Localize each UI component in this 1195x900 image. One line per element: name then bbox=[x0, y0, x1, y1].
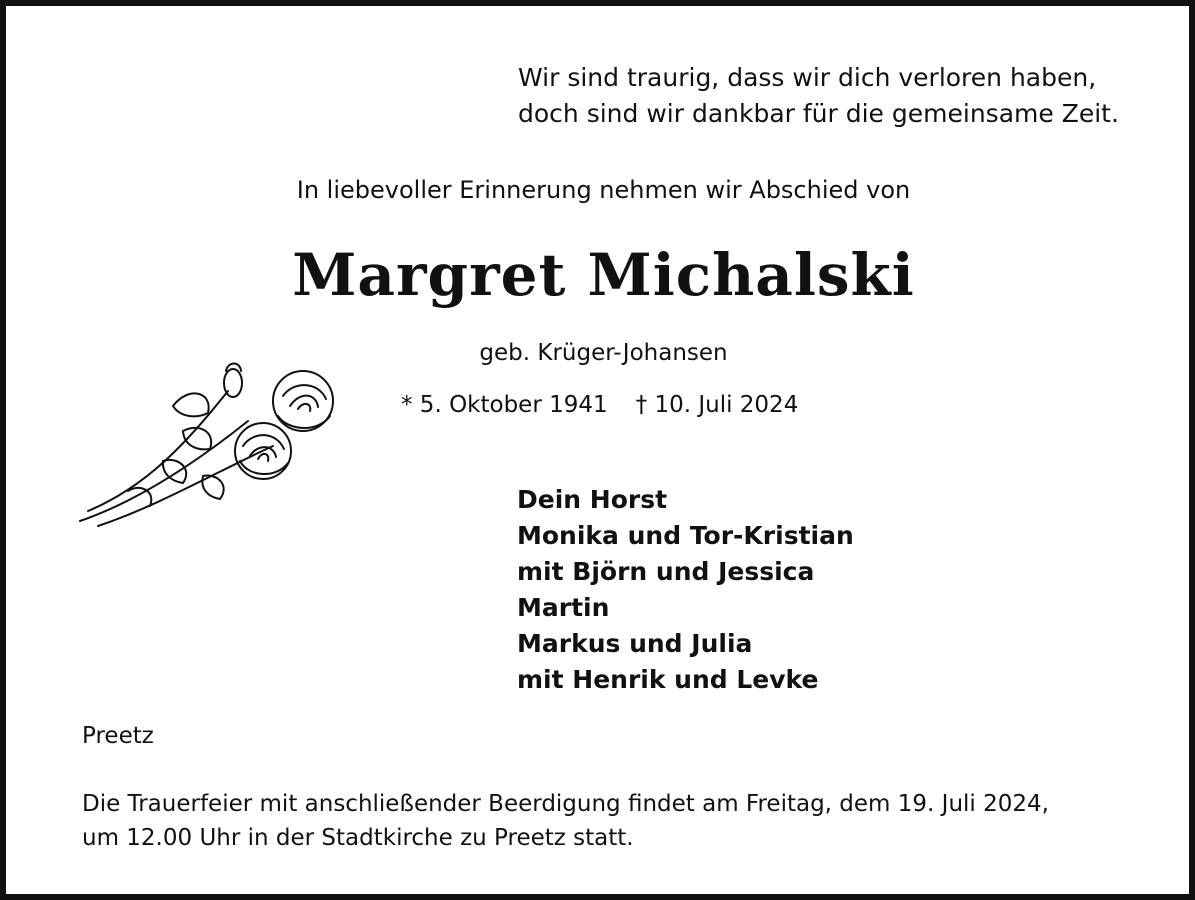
mourner-line: Dein Horst bbox=[517, 485, 668, 514]
deceased-name: Margret Michalski bbox=[292, 241, 915, 309]
mourner-line: Martin bbox=[517, 593, 610, 622]
roses-illustration bbox=[78, 361, 343, 531]
quote-line-2: doch sind wir dankbar für die gemeinsame Zeit. bbox=[518, 99, 1119, 128]
quote-line-1: Wir sind traurig, dass wir dich verloren haben, bbox=[518, 63, 1097, 92]
funeral-notice bbox=[82, 787, 1142, 855]
mourner-line: Monika und Tor-Kristian bbox=[517, 521, 854, 550]
funeral-line-1: Die Trauerfeier mit anschließender Beerdigung findet am Freitag, dem 19. Juli 2024, bbox=[82, 791, 1049, 817]
birth-name: geb. Krüger-Johansen bbox=[479, 340, 728, 366]
life-dates bbox=[401, 392, 798, 418]
mourner-line: mit Björn und Jessica bbox=[517, 557, 815, 586]
mourner-line: Markus und Julia bbox=[517, 629, 753, 658]
death-date: † 10. Juli 2024 bbox=[635, 392, 799, 418]
birth-date: * 5. Oktober 1941 bbox=[401, 392, 608, 418]
mourner-line: mit Henrik und Levke bbox=[517, 665, 819, 694]
place: Preetz bbox=[82, 723, 154, 749]
intro-text: In liebevoller Erinnerung nehmen wir Abschied von bbox=[296, 176, 911, 204]
mourners-list bbox=[517, 482, 854, 698]
quote bbox=[518, 60, 1138, 132]
funeral-line-2: um 12.00 Uhr in der Stadtkirche zu Preetz statt. bbox=[82, 825, 634, 851]
